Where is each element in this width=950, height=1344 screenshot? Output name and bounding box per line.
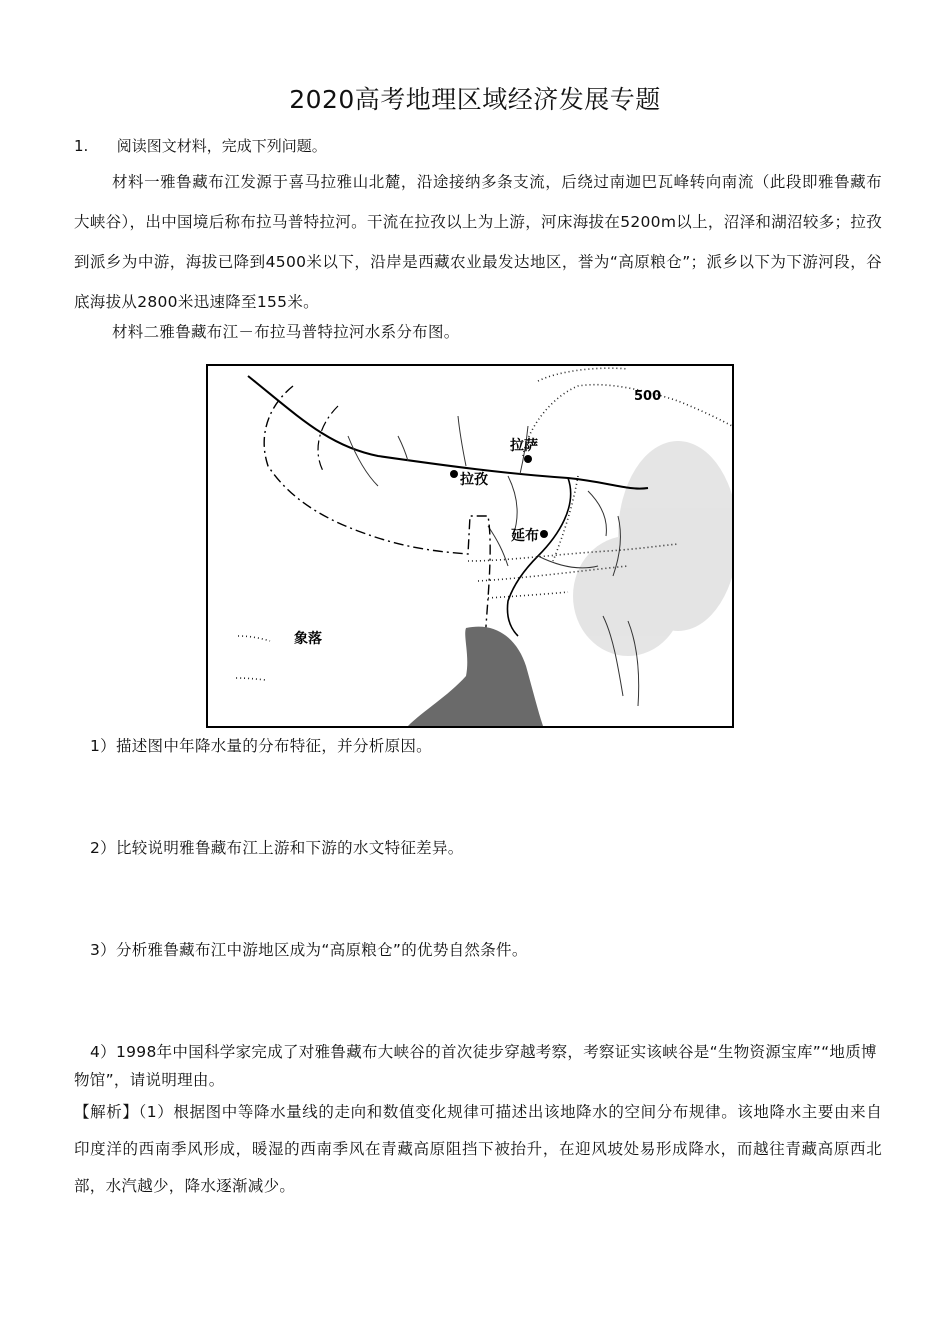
material-2: 材料二雅鲁藏布江－布拉马普特拉河水系分布图。 bbox=[112, 323, 460, 341]
material-1: 材料一雅鲁藏布江发源于喜马拉雅山北麓，沿途接纳多条支流，后绕过南迦巴瓦峰转向南流（此段即雅鲁藏布大峡谷），出中国境后称布拉马普特拉河。干流在拉孜以上为上游，河床海拔在5200m以上，沼泽和湖沼较多；拉孜到派乡为中游，海拔已降到4500米以下，沿岸是西藏农业最发达地区，誉为“高原粮仓”；派乡以下为下游河段，谷底海拔从2800米迅速降至155米。 bbox=[74, 173, 882, 311]
boundary-line bbox=[264, 386, 490, 726]
label-lhasa: 拉萨 bbox=[510, 438, 538, 454]
bay-of-bengal bbox=[408, 627, 543, 726]
sub-question-3: 3）分析雅鲁藏布江中游地区成为“高原粮仓”的优势自然条件。 bbox=[90, 941, 528, 959]
main-river bbox=[248, 376, 648, 489]
terrain-shading bbox=[573, 441, 732, 656]
isohyet-label-500: 500 bbox=[634, 389, 662, 404]
label-lazi: 拉孜 bbox=[460, 472, 488, 488]
map-drawing bbox=[208, 366, 732, 726]
page-title: 2020高考地理区域经济发展专题 bbox=[289, 85, 661, 114]
sub-question-1: 1）描述图中年降水量的分布特征，并分析原因。 bbox=[90, 737, 432, 755]
river-system-map bbox=[206, 364, 734, 728]
boundary-line-2 bbox=[318, 406, 338, 471]
label-nyingchi: 延布 bbox=[511, 528, 539, 544]
question-1 bbox=[74, 135, 327, 156]
question-text: 阅读图文材料，完成下列问题。 bbox=[116, 137, 327, 155]
question-number: 1. bbox=[74, 137, 89, 155]
analysis: 【解析】（1）根据图中等降水量线的走向和数值变化规律可描述出该地降水的空间分布规律。该地降水主要由来自印度洋的西南季风形成，暖湿的西南季风在青藏高原阻挡下被抬升，在迎风坡处易形成降水，而越往青藏高原西北部，水汽越少，降水逐渐减少。 bbox=[74, 1103, 882, 1195]
sub-question-4: 4）1998年中国科学家完成了对雅鲁藏布大峡谷的首次徒步穿越考察，考察证实该峡谷是“生物资源宝库”“地质博物馆”，请说明理由。 bbox=[74, 1043, 877, 1089]
nyingchi-dot bbox=[540, 530, 548, 538]
lazi-dot bbox=[450, 470, 458, 478]
label-xiangluo: 象落 bbox=[294, 631, 322, 647]
sub-question-2: 2）比较说明雅鲁藏布江上游和下游的水文特征差异。 bbox=[90, 839, 464, 857]
lhasa-dot bbox=[524, 455, 532, 463]
